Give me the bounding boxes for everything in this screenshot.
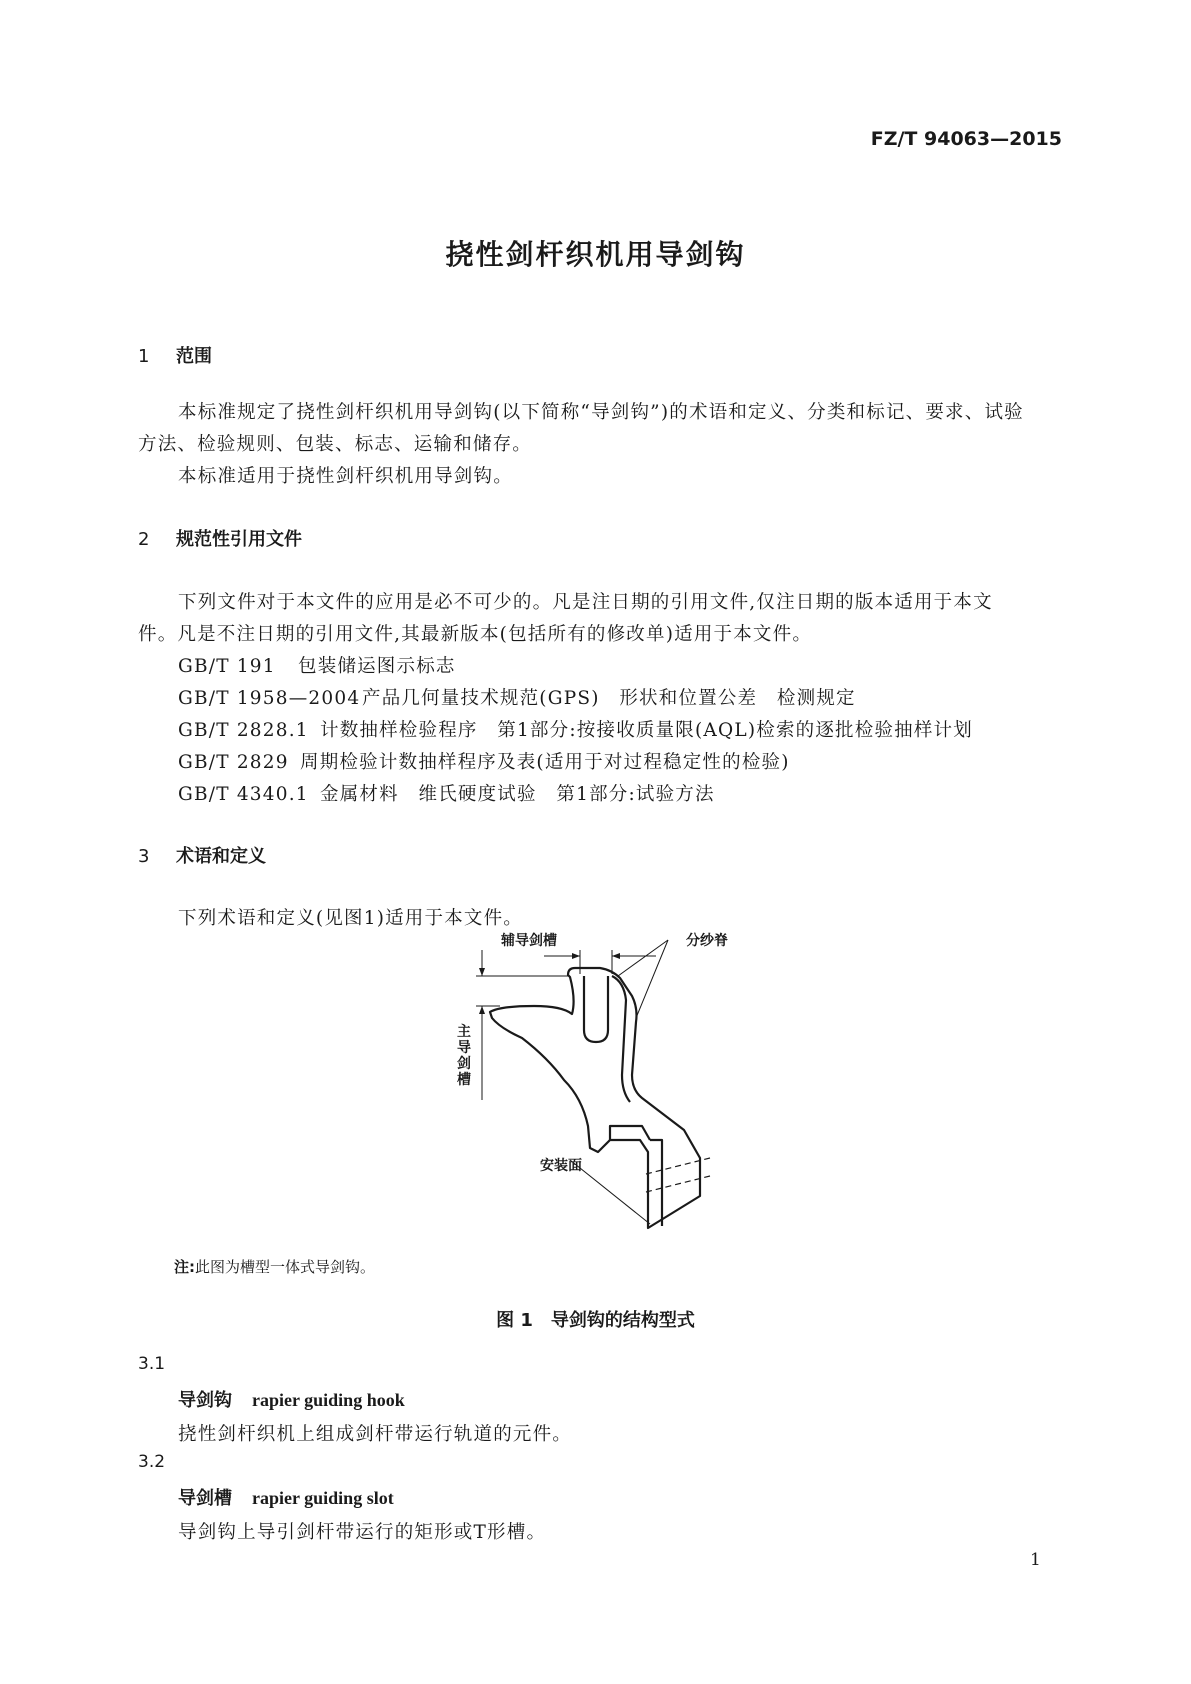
document-title: 挠性剑杆织机用导剑钩 xyxy=(445,238,746,271)
term-definition: 导剑钩上导引剑杆带运行的矩形或T形槽。 xyxy=(178,1522,547,1543)
section-2-heading xyxy=(138,525,302,551)
scope-paragraph-line2: 方法、检验规则、包装、标志、运输和储存。 xyxy=(138,434,533,455)
reference-title: 产品几何量技术规范(GPS) 形状和位置公差 检测规定 xyxy=(362,688,856,709)
reference-title: 计数抽样检验程序 第1部分:按接收质量限(AQL)检索的逐批检验抽样计划 xyxy=(320,720,973,741)
reference-title: 周期检验计数抽样程序及表(适用于对过程稳定性的检验) xyxy=(300,752,790,773)
reference-title: 金属材料 维氏硬度试验 第1部分:试验方法 xyxy=(320,784,715,805)
reference-code: GB/T 4340.1 xyxy=(178,784,309,805)
term-en: rapier guiding slot xyxy=(252,1488,394,1508)
section-number: 2 xyxy=(138,529,150,550)
note-text: 此图为槽型一体式导剑钩。 xyxy=(195,1258,376,1276)
section-1-heading xyxy=(138,342,212,368)
reference-code: GB/T 2829 xyxy=(178,752,289,773)
note-label: 注: xyxy=(174,1258,195,1276)
reference-item xyxy=(178,652,456,678)
scope-paragraph-2: 本标准适用于挠性剑杆织机用导剑钩。 xyxy=(178,466,513,487)
page-number: 1 xyxy=(1030,1550,1041,1570)
figure-note xyxy=(174,1256,375,1277)
normative-paragraph-line1: 下列文件对于本文件的应用是必不可少的。凡是注日期的引用文件,仅注日期的版本适用于本文 xyxy=(178,592,993,613)
section-title: 术语和定义 xyxy=(176,846,266,867)
reference-item xyxy=(178,748,790,774)
label-divider-ridge: 分纱脊 xyxy=(686,933,728,949)
section-title: 规范性引用文件 xyxy=(176,529,302,550)
reference-code: GB/T 191 xyxy=(178,656,276,677)
reference-code: GB/T 2828.1 xyxy=(178,720,309,741)
term-heading xyxy=(178,1484,394,1510)
rapier-hook-drawing xyxy=(460,930,760,1240)
term-heading xyxy=(178,1386,405,1412)
reference-code: GB/T 1958—2004 xyxy=(178,688,361,709)
terms-intro: 下列术语和定义(见图1)适用于本文件。 xyxy=(178,908,524,929)
section-number: 1 xyxy=(138,346,150,367)
term-zh: 导剑钩 xyxy=(178,1390,232,1411)
standard-number: FZ/T 94063—2015 xyxy=(870,128,1062,150)
reference-item xyxy=(178,780,715,806)
term-number: 3.1 xyxy=(138,1354,166,1374)
label-aux-slot: 辅导剑槽 xyxy=(501,933,557,949)
section-number: 3 xyxy=(138,846,150,867)
section-title: 范围 xyxy=(176,346,212,367)
reference-item xyxy=(178,716,973,742)
figure-caption: 图 1 导剑钩的结构型式 xyxy=(496,1310,695,1331)
normative-paragraph-line2: 件。凡是不注日期的引用文件,其最新版本(包括所有的修改单)适用于本文件。 xyxy=(138,624,813,645)
label-mount-face: 安装面 xyxy=(540,1158,582,1174)
term-number: 3.2 xyxy=(138,1452,166,1472)
term-zh: 导剑槽 xyxy=(178,1488,232,1509)
term-definition: 挠性剑杆织机上组成剑杆带运行轨道的元件。 xyxy=(178,1424,573,1445)
label-main-slot: 主导剑槽 xyxy=(457,1024,471,1088)
reference-item xyxy=(178,684,856,710)
term-en: rapier guiding hook xyxy=(252,1390,405,1410)
scope-paragraph-line1: 本标准规定了挠性剑杆织机用导剑钩(以下简称“导剑钩”)的术语和定义、分类和标记、要求、试验 xyxy=(178,402,1024,423)
section-3-heading xyxy=(138,842,266,868)
reference-title: 包装储运图示标志 xyxy=(298,656,456,677)
